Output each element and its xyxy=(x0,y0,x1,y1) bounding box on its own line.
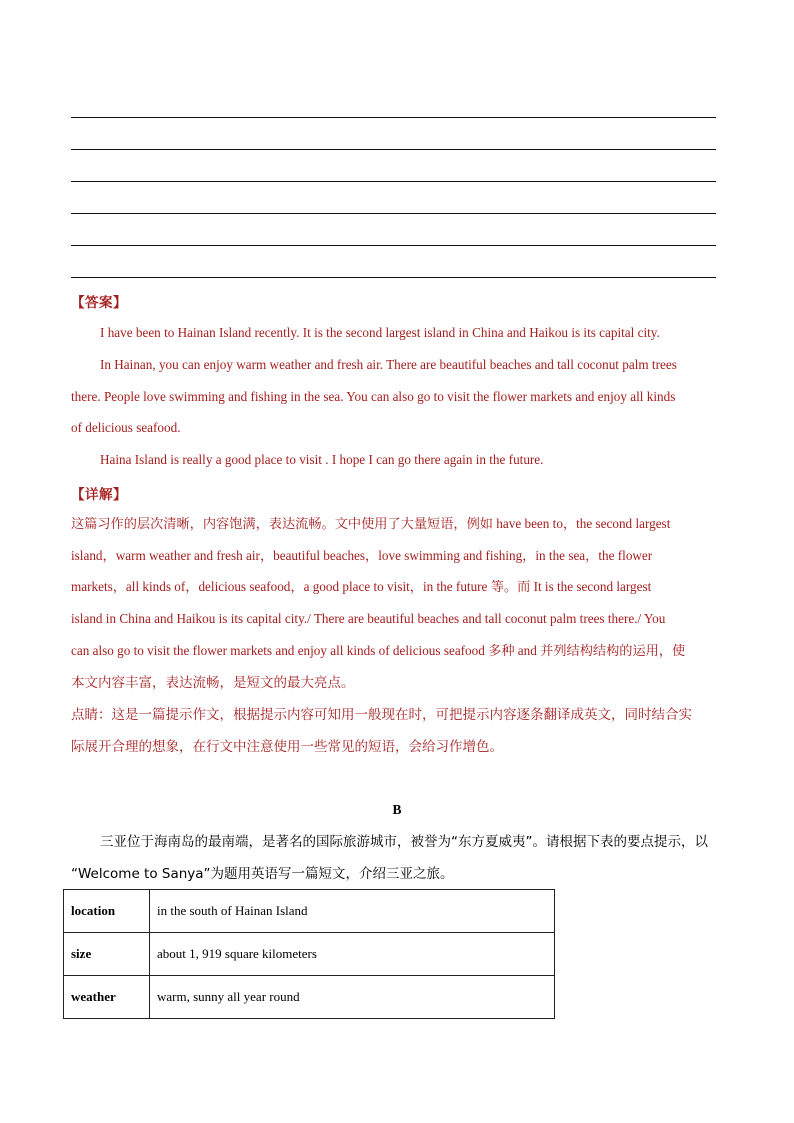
table-key: location xyxy=(64,890,150,933)
answer-heading: 【答案】 xyxy=(71,295,127,311)
explanation-line: 这篇习作的层次清晰，内容饱满，表达流畅。文中使用了大量短语，例如 have been to，the second largest xyxy=(71,516,671,531)
writing-line xyxy=(71,245,716,246)
answer-line: of delicious seafood. xyxy=(71,420,181,435)
explanation-line: island in China and Haikou is its capital city./ There are beautiful beaches and tall coconut palm trees there./ You xyxy=(71,611,666,626)
section-b-prompt-line: “Welcome to Sanya”为题用英语写一篇短文，介绍三亚之旅。 xyxy=(71,866,454,882)
writing-line xyxy=(71,149,716,150)
writing-line xyxy=(71,277,716,278)
table-row xyxy=(64,976,555,1019)
explanation-line: can also go to visit the flower markets and enjoy all kinds of delicious seafood 多种 and 并列结构结构的运用，使 xyxy=(71,643,686,658)
explanation-line: 本文内容丰富，表达流畅，是短文的最大亮点。 xyxy=(71,675,355,691)
table-key: size xyxy=(64,933,150,976)
writing-line xyxy=(71,117,716,118)
writing-line xyxy=(71,213,716,214)
writing-line xyxy=(71,181,716,182)
table-value: warm, sunny all year round xyxy=(150,976,555,1019)
explanation-heading: 【详解】 xyxy=(71,487,127,503)
answer-line: there. People love swimming and fishing in the sea. You can also go to visit the flower markets and enjoy all kinds xyxy=(71,389,676,404)
comment-line: 点睛：这是一篇提示作文，根据提示内容可知用一般现在时，可把提示内容逐条翻译成英文，同时结合实 xyxy=(71,707,692,723)
explanation-line: markets，all kinds of，delicious seafood，a good place to visit，in the future 等。而 It is the second largest xyxy=(71,579,652,594)
answer-line: Haina Island is really a good place to visit . I hope I can go there again in the future. xyxy=(100,452,544,467)
answer-line: I have been to Hainan Island recently. It is the second largest island in China and Haikou is its capital city. xyxy=(100,325,660,340)
comment-line: 际展开合理的想象，在行文中注意使用一些常见的短语，会给习作增色。 xyxy=(71,739,503,755)
explanation-line: island，warm weather and fresh air，beautiful beaches，love swimming and fishing，in the sea，the flower xyxy=(71,548,653,563)
table-row xyxy=(64,890,555,933)
section-b-title: B xyxy=(392,802,402,817)
table-value: about 1, 919 square kilometers xyxy=(150,933,555,976)
section-b-prompt-line: 三亚位于海南岛的最南端，是著名的国际旅游城市，被誉为“东方夏威夷”。请根据下表的要点提示，以 xyxy=(100,834,708,850)
answer-line: In Hainan, you can enjoy warm weather and fresh air. There are beautiful beaches and tall coconut palm trees xyxy=(100,357,677,372)
table-value: in the south of Hainan Island xyxy=(150,890,555,933)
key-points-table xyxy=(63,889,555,1019)
table-key: weather xyxy=(64,976,150,1019)
table-row xyxy=(64,933,555,976)
